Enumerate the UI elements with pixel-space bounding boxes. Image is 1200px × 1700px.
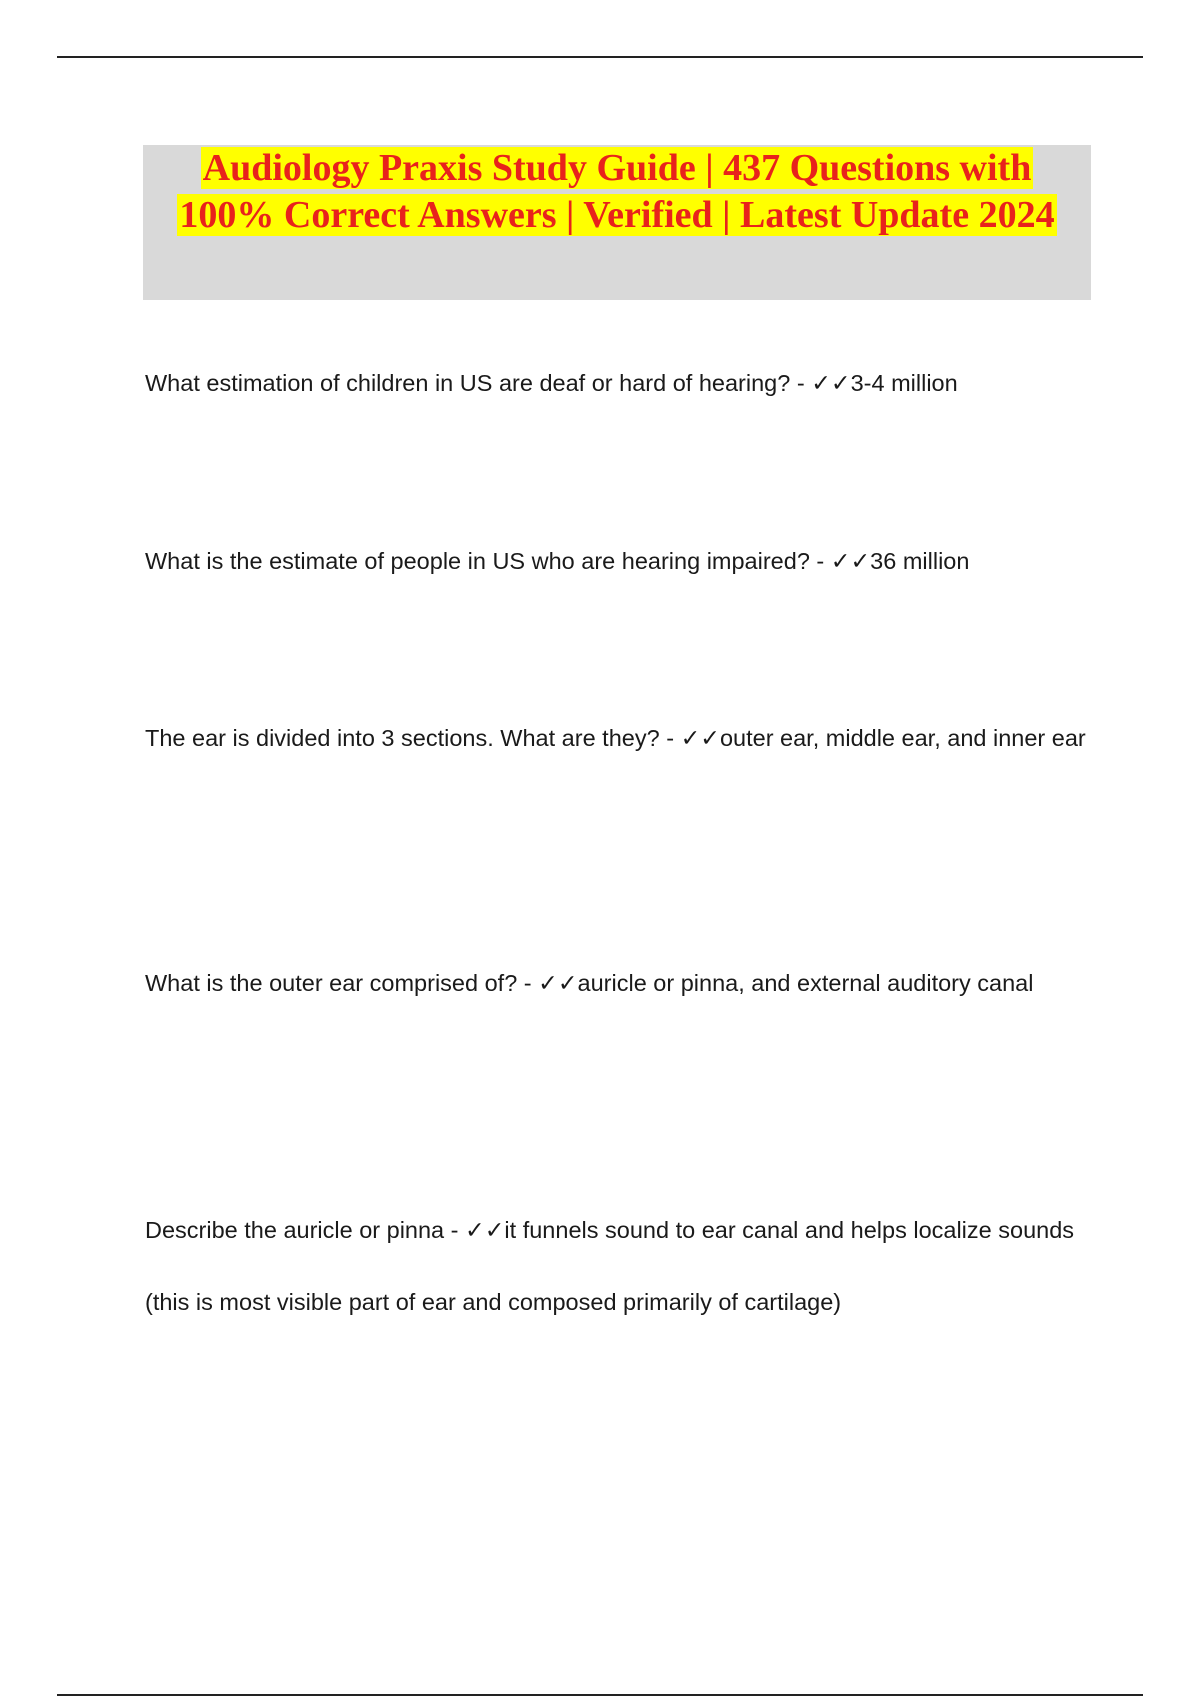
answer-text: 36 million	[870, 548, 970, 574]
answer-text: 3-4 million	[850, 370, 958, 396]
qa-item-5	[145, 1194, 1100, 1338]
check-icon: ✓✓	[830, 547, 871, 575]
bottom-rule	[57, 1694, 1143, 1696]
title-line-1: Audiology Praxis Study Guide | 437 Questions with	[202, 147, 1032, 189]
answer-text: auricle or pinna, and external auditory canal	[577, 970, 1034, 996]
check-icon: ✓✓	[465, 1216, 505, 1244]
check-icon: ✓✓	[538, 969, 578, 997]
question-text: What estimation of children in US are deaf or hard of hearing?	[145, 370, 791, 396]
qa-item-4	[145, 947, 1100, 1019]
check-icon: ✓✓	[811, 369, 851, 397]
document-title	[143, 145, 1091, 239]
title-line-2: 100% Correct Answers | Verified | Latest Update 2024	[179, 194, 1055, 236]
qa-item-1	[145, 347, 1100, 419]
answer-text: outer ear, middle ear, and inner ear	[719, 725, 1086, 751]
question-text: What is the estimate of people in US who are hearing impaired?	[145, 548, 810, 574]
separator: -	[444, 1217, 466, 1243]
qa-item-2	[145, 525, 1100, 597]
separator: -	[790, 370, 812, 396]
question-text: Describe the auricle or pinna	[145, 1217, 445, 1243]
question-text: What is the outer ear comprised of?	[145, 970, 518, 996]
top-rule	[57, 56, 1143, 58]
answer-text: it funnels sound to ear canal and helps localize sounds (this is most visible part of ear and composed primarily of cartilage)	[145, 1217, 1075, 1315]
separator: -	[517, 970, 539, 996]
check-icon: ✓✓	[680, 724, 720, 752]
qa-item-3	[145, 702, 1100, 774]
title-banner	[143, 145, 1091, 300]
separator: -	[659, 725, 681, 751]
question-text: The ear is divided into 3 sections. What are they?	[145, 725, 660, 751]
separator: -	[809, 548, 831, 574]
